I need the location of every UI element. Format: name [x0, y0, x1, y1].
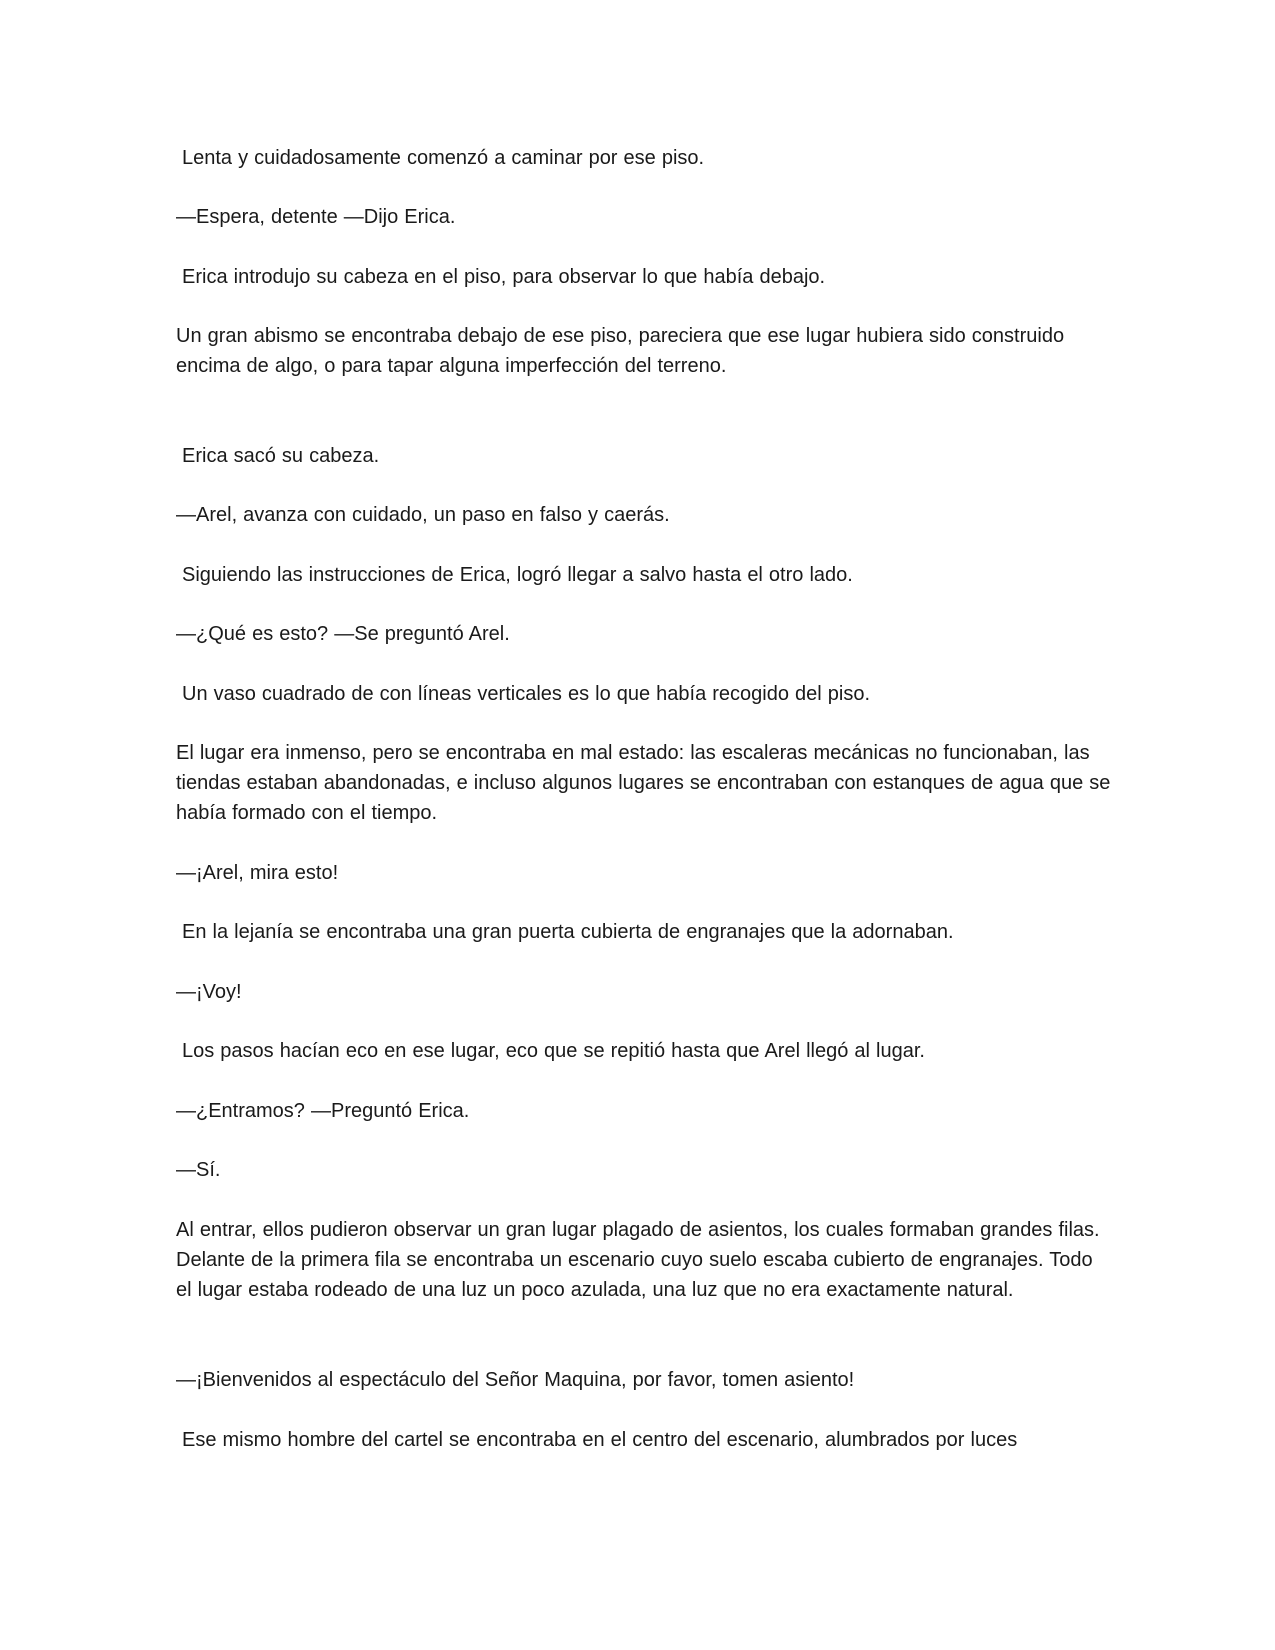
paragraph-19: Ese mismo hombre del cartel se encontraba en el centro del escenario, alumbrados por luces [182, 1429, 1018, 1451]
paragraph-2: —Espera, detente —Dijo Erica. [176, 206, 456, 228]
paragraph-15: —¿Entramos? —Preguntó Erica. [176, 1100, 470, 1122]
paragraph-10: El lugar era inmenso, pero se encontraba en mal estado: las escaleras mecánicas no funcionaban, las tiendas estaban abandonadas, e incluso algunos lugares se encontraban con estanques de agua que se había formado con el tiempo. [176, 742, 1111, 824]
paragraph-18: —¡Bienvenidos al espectáculo del Señor Maquina, por favor, tomen asiento! [176, 1369, 855, 1391]
paragraph-5: Erica sacó su cabeza. [182, 445, 380, 467]
paragraph-7: Siguiendo las instrucciones de Erica, logró llegar a salvo hasta el otro lado. [182, 564, 853, 586]
paragraph-3: Erica introdujo su cabeza en el piso, para observar lo que había debajo. [182, 266, 826, 288]
paragraph-4: Un gran abismo se encontraba debajo de ese piso, pareciera que ese lugar hubiera sido construido encima de algo, o para tapar alguna imperfección del terreno. [176, 325, 1065, 377]
paragraph-8: —¿Qué es esto? —Se preguntó Arel. [176, 623, 510, 645]
paragraph-9: Un vaso cuadrado de con líneas verticales es lo que había recogido del piso. [182, 683, 871, 705]
paragraph-14: Los pasos hacían eco en ese lugar, eco que se repitió hasta que Arel llegó al lugar. [182, 1040, 925, 1062]
paragraph-13: —¡Voy! [176, 981, 242, 1003]
paragraph-16: —Sí. [176, 1159, 221, 1181]
paragraph-11: —¡Arel, mira esto! [176, 862, 339, 884]
paragraph-1: Lenta y cuidadosamente comenzó a caminar por ese piso. [182, 147, 705, 169]
paragraph-17: Al entrar, ellos pudieron observar un gran lugar plagado de asientos, los cuales formaban grandes filas. Delante de la primera fila se encontraba un escenario cuyo suelo escaba cubierto de engranajes. Todo el lugar estaba rodeado de una luz un poco azulada, una luz que no era exactamente natural. [176, 1219, 1100, 1301]
paragraph-6: —Arel, avanza con cuidado, un paso en falso y caerás. [176, 504, 670, 526]
paragraph-12: En la lejanía se encontraba una gran puerta cubierta de engranajes que la adornaban. [182, 921, 954, 943]
